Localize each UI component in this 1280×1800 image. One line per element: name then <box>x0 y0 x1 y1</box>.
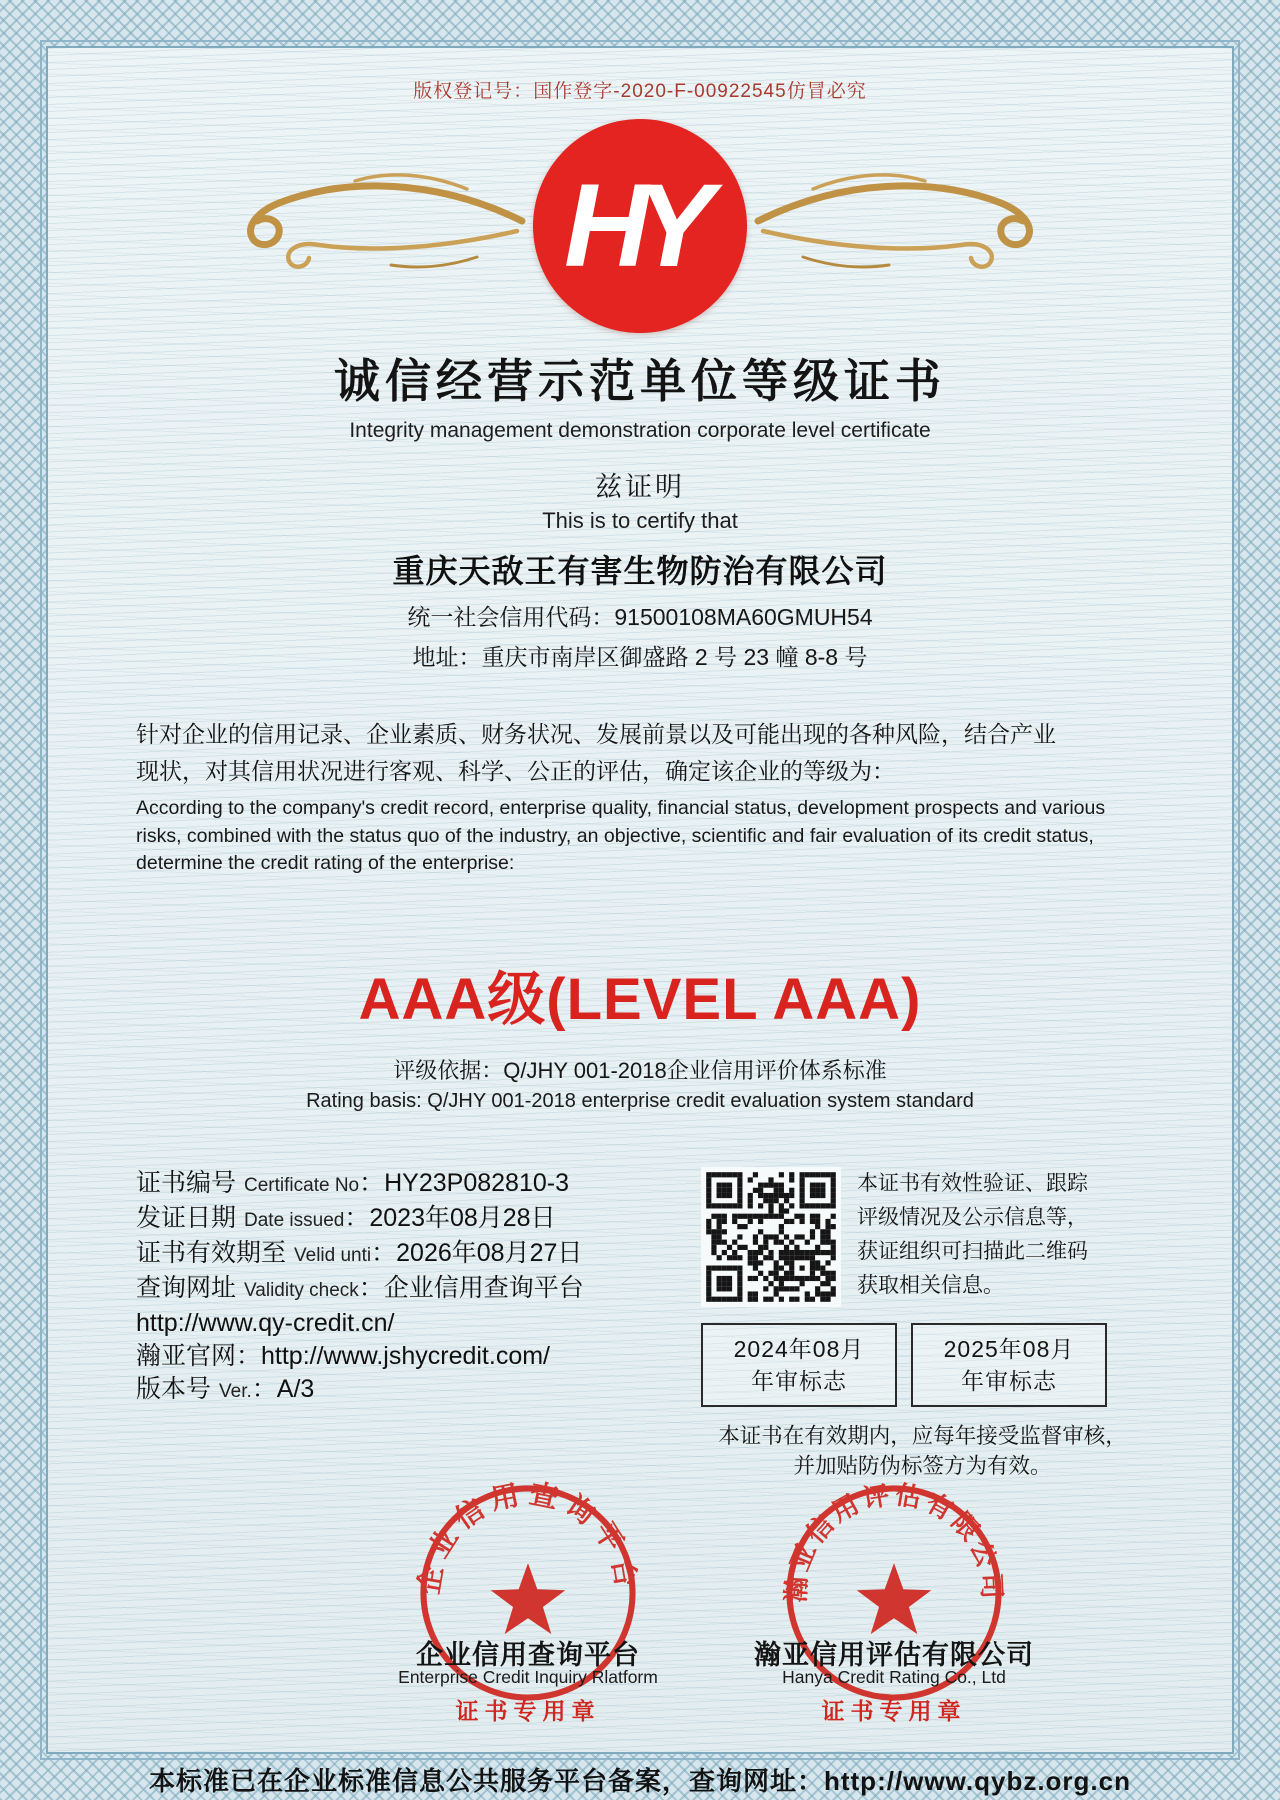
certificate-details <box>136 1167 701 1481</box>
qr-row <box>701 1167 1144 1307</box>
detail-label-zh: 查询网址 <box>136 1273 237 1302</box>
evaluation-paragraph-en: According to the company's credit record, enterprise quality, financial status, development prospects and various risks, combined with the status quo of the industry, an objective, scientific and fair evaluation of its credit status, determine the credit rating of the enterprise: <box>136 797 1106 874</box>
detail-label-zh: 发证日期 <box>136 1203 237 1232</box>
seal-hanya-credit-rating <box>714 1453 1074 1745</box>
company-credit-code: 统一社会信用代码：91500108MA60GMUH54 <box>407 604 873 630</box>
brand-row <box>136 111 1144 341</box>
qr-note-line: 评级情况及公示信息等， <box>857 1205 1088 1229</box>
company-address: 地址：重庆市南岸区御盛路 2 号 23 幢 8-8 号 <box>412 644 868 670</box>
detail-date-issued <box>136 1202 701 1237</box>
detail-certificate-no <box>136 1167 701 1202</box>
detail-value: ：2026年08月27日 <box>371 1238 583 1267</box>
qr-note-line: 本证书有效性验证、跟踪 <box>857 1171 1088 1195</box>
seal-org-name-en: Hanya Credit Rating Co., Ltd <box>782 1666 1006 1687</box>
evaluation-paragraph-zh-line1: 针对企业的信用记录、企业素质、财务状况、发展前景以及可能出现的各种风险，结合产业 <box>136 721 1056 747</box>
detail-value: http://www.qy-credit.cn/ <box>136 1308 395 1337</box>
seal-star-icon <box>857 1563 932 1634</box>
seal-org-name-zh: 企业信用查询平台 <box>416 1639 640 1670</box>
seal-star-icon <box>491 1563 566 1634</box>
rating-basis-en: Rating basis: Q/JHY 001-2018 enterprise credit evaluation system standard <box>306 1089 974 1112</box>
copyright-registration-line: 版权登记号：国作登字-2020-F-00922545仿冒必究 <box>413 81 867 102</box>
detail-label-en: Certificate No <box>244 1174 360 1196</box>
certify-label-en: This is to certify that <box>542 508 738 533</box>
detail-validity-check <box>136 1272 701 1307</box>
seal-stamp-label: 证书专用章 <box>821 1697 967 1724</box>
seal-org-name-zh: 瀚亚信用评估有限公司 <box>754 1639 1034 1670</box>
detail-query-url <box>136 1307 701 1340</box>
detail-value: ：A/3 <box>251 1374 315 1403</box>
qr-note <box>857 1167 1088 1307</box>
detail-value: ：企业信用查询平台 <box>358 1273 584 1302</box>
certificate-title-zh: 诚信经营示范单位等级证书 <box>334 355 946 407</box>
certify-label-zh: 兹证明 <box>595 472 685 502</box>
detail-label-zh: 版本号 <box>136 1374 212 1403</box>
middle-section <box>136 1167 1144 1481</box>
annual-review-row <box>701 1323 1144 1407</box>
evaluation-paragraph <box>136 716 1144 878</box>
qr-panel <box>701 1167 1144 1481</box>
detail-value: ：HY23P082810-3 <box>359 1168 569 1197</box>
standard-filing-note: 本标准已在企业标准信息公共服务平台备案，查询网址：http://www.qybz.org.cn <box>148 1765 1131 1796</box>
supervision-line: 并加贴防伪标签方为有效。 <box>793 1453 1052 1478</box>
company-name: 重庆天敌王有害生物防治有限公司 <box>392 553 888 589</box>
evaluation-paragraph-zh-line2: 现状，对其信用状况进行客观、科学、公正的评估，确定该企业的等级为： <box>136 758 895 784</box>
red-seal-icon <box>754 1453 1034 1733</box>
hy-logo <box>533 119 747 333</box>
detail-label-en: Date issued <box>244 1209 345 1231</box>
supervision-line: 本证书在有效期内，应每年接受监督审核， <box>718 1423 1127 1448</box>
detail-label-en: Velid unti <box>294 1244 372 1266</box>
certificate-content <box>136 76 1144 1798</box>
detail-value: ：http://www.jshycredit.com/ <box>236 1341 550 1370</box>
seal-stamp-label: 证书专用章 <box>455 1697 601 1724</box>
qr-note-line: 获证组织可扫描此二维码 <box>857 1239 1088 1263</box>
gold-flourish-right-icon <box>753 159 1053 294</box>
detail-label-en: Ver. <box>219 1380 252 1402</box>
seal-arc-text: 瀚亚信用评估有限公司 <box>780 1478 1008 1603</box>
seal-org-name-en: Enterprise Credit Inquiry Rlatform <box>398 1666 658 1687</box>
rating-level: AAA级(LEVEL AAA) <box>358 966 922 1032</box>
seal-arc-text: 企业信用查询平台 <box>412 1477 644 1596</box>
annual-review-date: 2025年08月 <box>943 1335 1075 1362</box>
red-seal-icon <box>388 1453 668 1733</box>
annual-review-label: 年审标志 <box>961 1367 1057 1394</box>
detail-label-zh: 瀚亚官网 <box>136 1341 237 1370</box>
detail-value: ：2023年08月28日 <box>344 1203 556 1232</box>
seals-row <box>136 1453 1144 1745</box>
certificate-title-en: Integrity management demonstration corporate level certificate <box>349 419 931 442</box>
gold-flourish-left-icon <box>227 159 527 294</box>
annual-review-date: 2024年08月 <box>733 1335 865 1362</box>
qr-note-line: 获取相关信息。 <box>857 1273 1004 1297</box>
rating-basis-zh: 评级依据：Q/JHY 001-2018企业信用评价体系标准 <box>393 1057 887 1083</box>
detail-hanya-site <box>136 1340 701 1373</box>
detail-label-zh: 证书有效期至 <box>136 1238 287 1267</box>
detail-version <box>136 1373 701 1408</box>
annual-review-box-2025 <box>911 1323 1107 1407</box>
annual-review-box-2024 <box>701 1323 897 1407</box>
detail-label-zh: 证书编号 <box>136 1168 237 1197</box>
seal-enterprise-credit-inquiry <box>348 1453 708 1745</box>
qr-code <box>701 1167 841 1307</box>
certificate-paper <box>46 46 1234 1796</box>
hy-logo-text: HY <box>564 160 700 292</box>
annual-review-label: 年审标志 <box>751 1367 847 1394</box>
detail-label-en: Validity check <box>244 1279 359 1301</box>
detail-valid-until <box>136 1237 701 1272</box>
